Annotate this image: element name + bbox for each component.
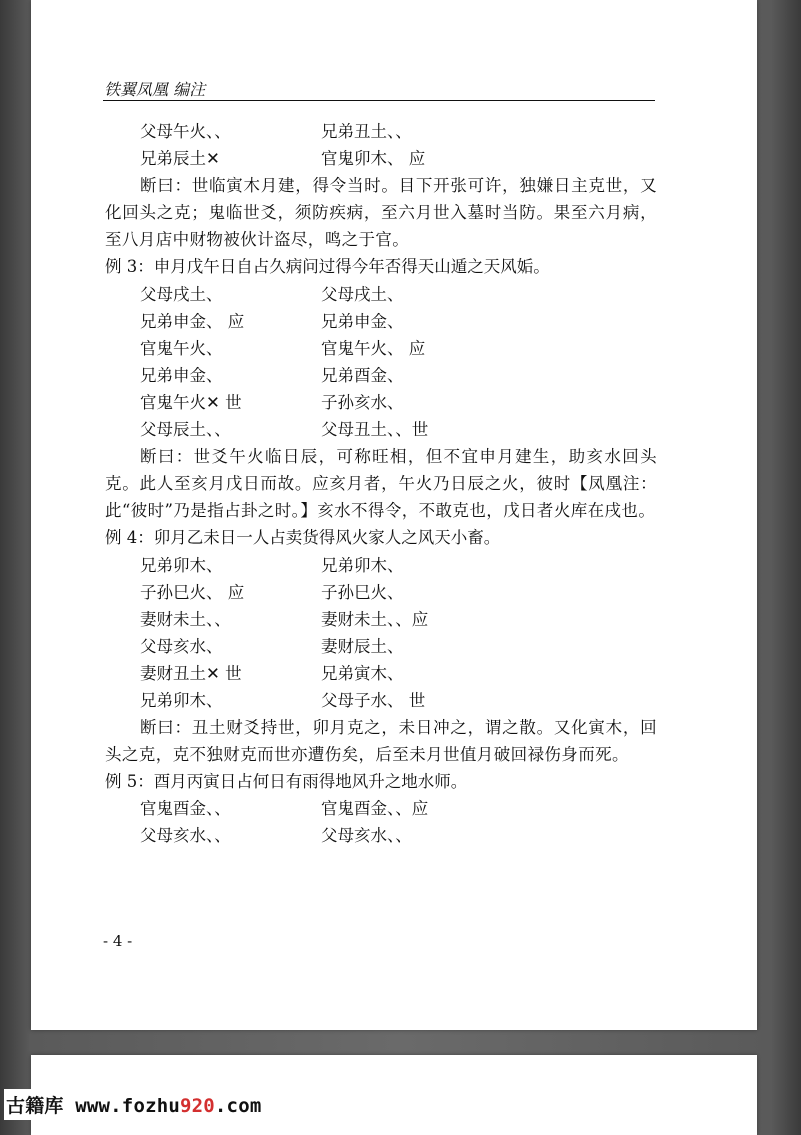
- changed-hexagram-line: 兄弟寅木、: [321, 663, 404, 683]
- watermark-url-suffix: .com: [214, 1095, 262, 1117]
- yao-line: [105, 389, 657, 416]
- original-hexagram-line: 父母午火、、: [140, 122, 231, 141]
- changed-hexagram-line: 妻财未土、、应: [321, 609, 429, 629]
- original-hexagram-line: 兄弟卯木、: [140, 690, 223, 710]
- changed-hexagram-line: 兄弟申金、: [321, 311, 404, 331]
- original-hexagram-line: 父母戌土、: [140, 284, 223, 304]
- site-watermark: [4, 1089, 263, 1120]
- yao-line: [105, 145, 657, 172]
- changed-hexagram-line: 官鬼酉金、、应: [321, 799, 429, 819]
- header-rule: [103, 100, 655, 101]
- yao-line: [105, 579, 657, 606]
- yao-line: [105, 822, 657, 849]
- yao-line: [105, 606, 657, 633]
- original-hexagram-line: 妻财丑土✕ 世: [140, 663, 242, 683]
- judgement-paragraph: 断曰：世临寅木月建，得令当时。目下开张可许，独嫌日主克世，又化回头之克；鬼临世爻，须防疾病，至六月世入墓时当防。果至六月病，至八月店中财物被伙计盗尽，鸣之于官。: [105, 176, 657, 250]
- judgement-paragraph: 断曰：丑土财爻持世，卯月克之，未日冲之，谓之散。又化寅木，回头之克，克不独财克而世亦遭伤矣，后至未月世值月破回禄伤身而死。: [105, 718, 657, 765]
- yao-line: [105, 118, 657, 145]
- yao-line: [105, 687, 657, 714]
- page-body: [105, 118, 657, 850]
- watermark-name: 古籍库: [6, 1095, 64, 1117]
- changed-hexagram-line: 官鬼午火、 应: [321, 338, 426, 358]
- example-heading: 例 5：酉月丙寅日占何日有雨得地风升之地水师。: [105, 772, 468, 792]
- original-hexagram-line: 兄弟申金、 应: [140, 311, 245, 331]
- changed-hexagram-line: 父母子水、 世: [321, 690, 426, 710]
- yao-line: [105, 633, 657, 660]
- yao-line: [105, 281, 657, 308]
- changed-hexagram-line: 父母亥水、、: [321, 826, 412, 846]
- original-hexagram-line: 父母亥水、: [140, 636, 223, 656]
- yao-line: [105, 552, 657, 579]
- original-hexagram-line: 兄弟卯木、: [140, 555, 223, 575]
- original-hexagram-line: 父母亥水、、: [140, 826, 231, 846]
- yao-line: [105, 660, 657, 687]
- changed-hexagram-line: 子孙亥水、: [321, 392, 404, 412]
- original-hexagram-line: 兄弟辰土✕: [140, 149, 220, 169]
- changed-hexagram-line: 子孙巳火、: [321, 582, 404, 602]
- changed-hexagram-line: 兄弟卯木、: [321, 555, 404, 575]
- changed-hexagram-line: 妻财辰土、: [321, 636, 404, 656]
- changed-hexagram-line: 父母戌土、: [321, 284, 404, 304]
- original-hexagram-line: 官鬼午火✕ 世: [140, 392, 242, 412]
- running-header: 铁翼凤凰 编注: [104, 80, 206, 99]
- yao-line: [105, 308, 657, 335]
- changed-hexagram-line: 官鬼卯木、 应: [321, 149, 426, 169]
- watermark-url-prefix: www.fozhu: [63, 1095, 180, 1117]
- watermark-url-number: 920: [180, 1095, 215, 1117]
- example-heading: 例 4：卯月乙未日一人占卖货得风火家人之风天小畜。: [105, 528, 501, 548]
- changed-hexagram-line: 兄弟丑土、、: [321, 122, 412, 141]
- original-hexagram-line: 妻财未土、、: [140, 609, 231, 629]
- yao-line: [105, 335, 657, 362]
- page-number: - 4 -: [103, 932, 133, 950]
- original-hexagram-line: 兄弟申金、: [140, 365, 223, 385]
- original-hexagram-line: 父母辰土、、: [140, 420, 231, 440]
- judgement-paragraph: 断曰：世爻午火临日辰，可称旺相，但不宜申月建生，助亥水回头克。此人至亥月戊日而故。应亥月者，午火乃日辰之火，彼时【凤凰注：此“彼时”乃是指占卦之时。】亥水不得令，不敢克也，戊日者火库在戌也。: [105, 447, 657, 521]
- changed-hexagram-line: 兄弟酉金、: [321, 365, 404, 385]
- yao-line: [105, 416, 657, 443]
- original-hexagram-line: 官鬼酉金、、: [140, 799, 231, 819]
- yao-line: [105, 795, 657, 822]
- original-hexagram-line: 官鬼午火、: [140, 338, 223, 358]
- original-hexagram-line: 子孙巳火、 应: [140, 582, 245, 602]
- yao-line: [105, 362, 657, 389]
- example-heading: 例 3：申月戊午日自占久病问过得今年否得天山遁之天风姤。: [105, 257, 550, 277]
- changed-hexagram-line: 父母丑土、、世: [321, 420, 429, 440]
